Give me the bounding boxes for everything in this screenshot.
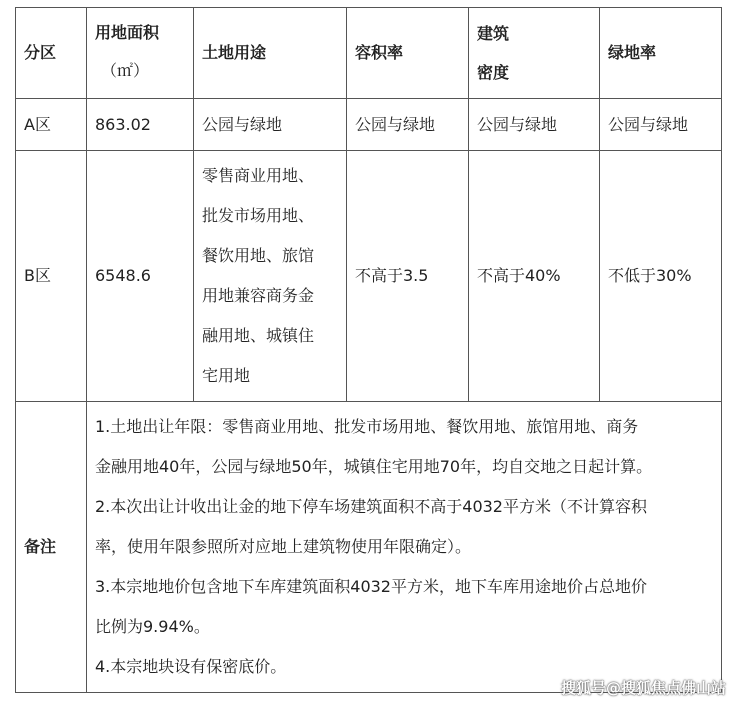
header-area	[87, 8, 194, 99]
density-cell: 公园与绿地	[469, 99, 600, 151]
zone-cell: A区	[16, 99, 87, 151]
area-cell: 863.02	[87, 99, 194, 151]
green-cell: 不低于30%	[600, 151, 722, 402]
green-cell: 公园与绿地	[600, 99, 722, 151]
note-line: 1.土地出让年限：零售商业用地、批发市场用地、餐饮用地、旅馆用地、商务	[95, 417, 639, 436]
far-cell: 公园与绿地	[347, 99, 469, 151]
header-green: 绿地率	[600, 8, 722, 99]
notes-row	[16, 402, 722, 693]
use-line: 零售商业用地、	[202, 166, 315, 185]
notes-content	[87, 402, 722, 693]
note-line: 比例为9.94%。	[95, 617, 210, 636]
use-line: 宅用地	[202, 366, 251, 385]
header-density-line2: 密度	[477, 63, 510, 82]
notes-label: 备注	[16, 402, 87, 693]
zone-cell: B区	[16, 151, 87, 402]
use-line: 用地兼容商务金	[202, 286, 315, 305]
note-line: 2.本次出让计收出让金的地下停车场建筑面积不高于4032平方米（不计算容积	[95, 497, 647, 516]
header-zone: 分区	[16, 8, 87, 99]
note-line: 4.本宗地块设有保密底价。	[95, 657, 287, 676]
use-cell	[194, 151, 347, 402]
land-parcel-table	[15, 7, 722, 693]
note-line: 率，使用年限参照所对应地上建筑物使用年限确定）。	[95, 537, 472, 556]
header-area-unit: （㎡）	[101, 61, 150, 80]
density-cell: 不高于40%	[469, 151, 600, 402]
area-cell: 6548.6	[87, 151, 194, 402]
use-line: 餐饮用地、旅馆	[202, 246, 315, 265]
header-density-line1: 建筑	[477, 24, 510, 43]
table-row	[16, 151, 722, 402]
header-land-use: 土地用途	[194, 8, 347, 99]
header-row	[16, 8, 722, 99]
header-density	[469, 8, 600, 99]
header-area-title: 用地面积	[95, 23, 160, 42]
use-line: 融用地、城镇住	[202, 326, 315, 345]
note-line: 3.本宗地地价包含地下车库建筑面积4032平方米，地下车库用途地价占总地价	[95, 577, 647, 596]
note-line: 金融用地40年，公园与绿地50年，城镇住宅用地70年，均自交地之日起计算。	[95, 457, 653, 476]
far-cell: 不高于3.5	[347, 151, 469, 402]
use-cell: 公园与绿地	[194, 99, 347, 151]
header-far: 容积率	[347, 8, 469, 99]
watermark: 搜狐号@搜狐焦点佛山站	[560, 679, 726, 697]
table-row	[16, 99, 722, 151]
use-line: 批发市场用地、	[202, 206, 315, 225]
